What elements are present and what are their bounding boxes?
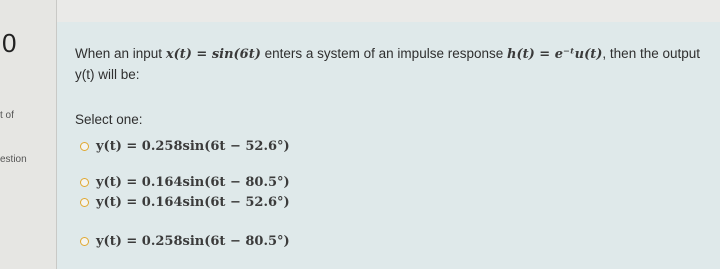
radio-button[interactable]: [80, 198, 89, 207]
radio-button[interactable]: [80, 142, 89, 151]
impulse-expression: h(t) = e⁻ᵗu(t): [507, 47, 603, 62]
question-text: [75, 44, 705, 85]
answer-option-label[interactable]: y(t) = 0.164sin(6t − 80.5°): [96, 174, 290, 190]
flag-question-link[interactable]: estion: [0, 154, 27, 165]
question-text-part1: When an input: [75, 46, 166, 61]
question-info-sidebar: [0, 0, 57, 269]
input-expression: x(t) = sin(6t): [165, 47, 261, 62]
header-band: [57, 0, 720, 23]
answer-option-label[interactable]: y(t) = 0.258sin(6t − 80.5°): [96, 233, 290, 249]
radio-button[interactable]: [80, 178, 89, 187]
question-number: 0: [2, 28, 17, 58]
answer-option-label[interactable]: y(t) = 0.258sin(6t − 52.6°): [96, 138, 290, 154]
radio-button[interactable]: [80, 237, 89, 246]
answer-option-b[interactable]: [80, 173, 290, 191]
question-text-part3: , then the output y(t) will be:: [75, 46, 701, 82]
answer-option-d[interactable]: [80, 232, 290, 250]
answer-option-label[interactable]: y(t) = 0.164sin(6t − 52.6°): [96, 194, 290, 210]
question-text-part2: enters a system of an impulse response: [260, 46, 507, 61]
marks-out-of-text: t of: [0, 110, 14, 121]
select-one-label: Select one:: [75, 112, 143, 127]
answer-option-a[interactable]: [80, 137, 290, 155]
answer-option-c[interactable]: [80, 193, 290, 211]
